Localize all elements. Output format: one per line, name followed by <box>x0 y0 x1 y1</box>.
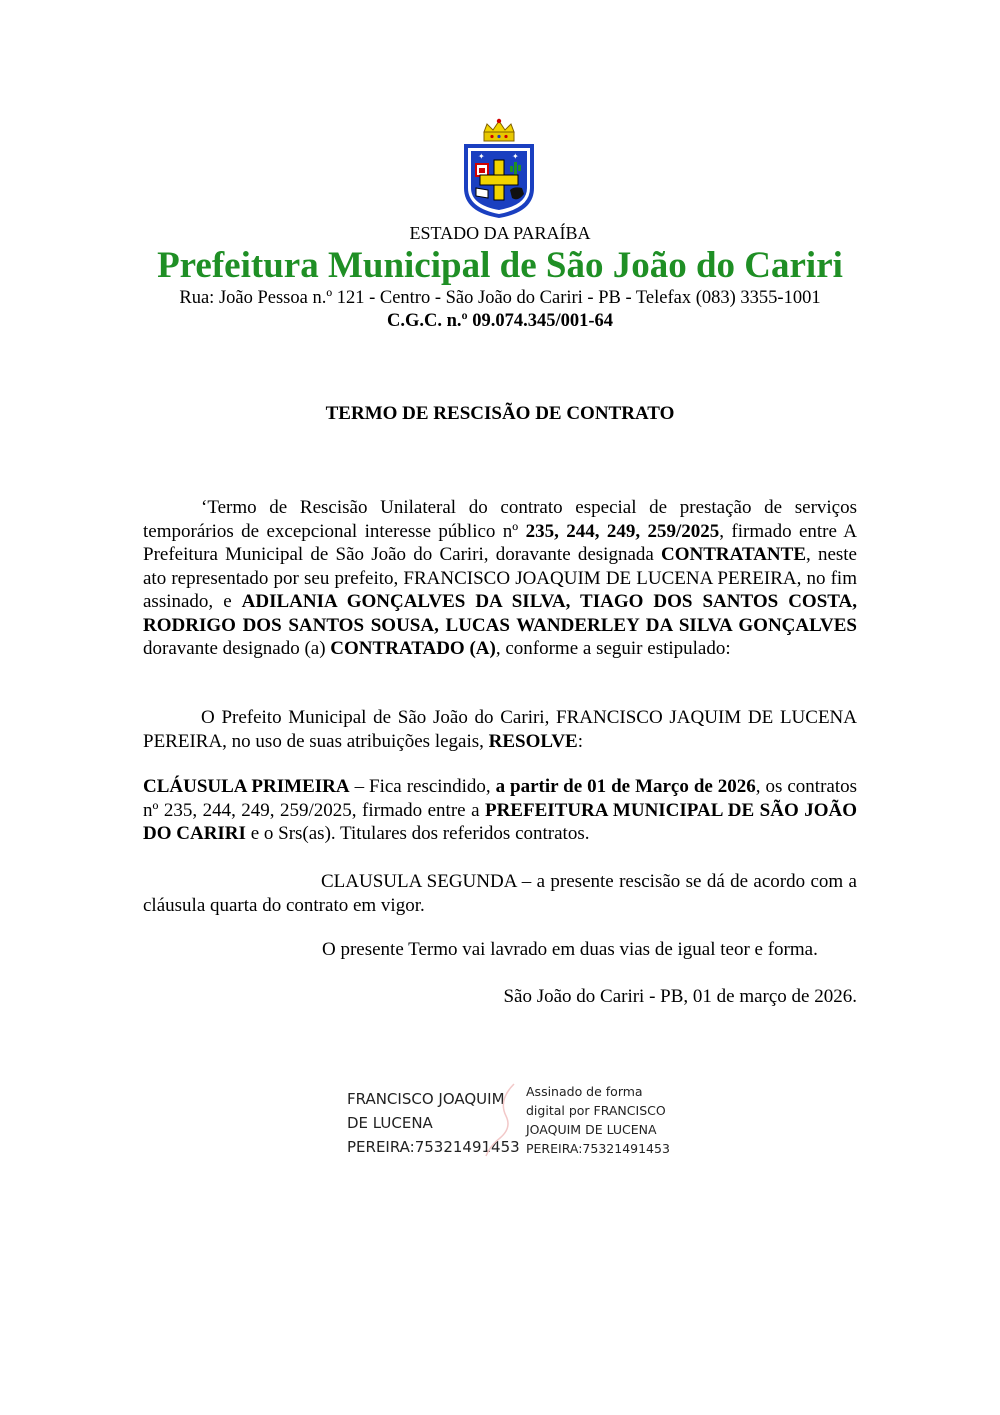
address-line: Rua: João Pessoa n.º 121 - Centro - São João do Cariri - PB - Telefax (083) 3355-1001 <box>179 288 821 308</box>
svg-text:✦: ✦ <box>512 152 519 161</box>
text-segment: e o Srs(as). Titulares dos referidos contratos. <box>245 823 590 844</box>
paragraph-resolve <box>143 706 857 753</box>
paragraph-clause-one <box>143 775 857 846</box>
signer-name-line: DE LUCENA <box>347 1114 433 1132</box>
effective-date: a partir de 01 de Março de 2026 <box>495 776 756 797</box>
resolve-label: RESOLVE <box>488 730 578 752</box>
text-segment: – Fica rescindido, <box>349 776 496 797</box>
city-hall-title: Prefeitura Municipal de São João do Cariri <box>157 245 843 286</box>
paragraph-copies: O presente Termo vai lavrado em duas vias de igual teor e forma. <box>322 939 818 960</box>
text-segment: doravante designado (a) <box>143 638 331 659</box>
text-segment: , os contratos nº 235, 244, 249, 259/2025, firmado entre a <box>143 776 858 821</box>
place-and-date: São João do Cariri - PB, 01 de março de 2026. <box>503 986 857 1007</box>
city-hall-name: PREFEITURA MUNICIPAL DE SÃO JOÃO DO CARIRI <box>143 799 857 844</box>
clause-one-label: CLÁUSULA PRIMEIRA <box>143 776 350 797</box>
contratante-label: CONTRATANTE <box>661 544 806 565</box>
text-segment: , neste ato representado por seu prefeito, FRANCISCO JOAQUIM DE LUCENA PEREIRA, no fim assinado, e <box>143 544 857 612</box>
svg-text:✦: ✦ <box>478 152 485 161</box>
digital-signature-info <box>526 1082 670 1158</box>
text-segment: ‘Termo de Rescisão Unilateral do contrato especial de prestação de serviços temporários de excepcional interesse público nº <box>143 497 857 542</box>
digital-signature-line: PEREIRA:75321491453 <box>526 1141 670 1156</box>
paragraph-clause-two: CLAUSULA SEGUNDA – a presente rescisão se dá de acordo com a cláusula quarta do contrato em vigor. <box>143 871 857 916</box>
text-segment: O Prefeito Municipal de São João do Cariri, FRANCISCO JAQUIM DE LUCENA PEREIRA, no uso de suas atribuições legais, <box>143 707 857 752</box>
paragraph-preamble <box>143 496 857 661</box>
contracted-names: ADILANIA GONÇALVES DA SILVA, TIAGO DOS SANTOS COSTA, RODRIGO DOS SANTOS SOUSA, LUCAS WANDERLEY DA SILVA GONÇALVES <box>143 591 857 636</box>
contratado-label: CONTRATADO (A) <box>330 638 496 659</box>
digital-signature-mark-icon <box>478 1080 526 1160</box>
text-segment: , conforme a seguir estipulado: <box>495 638 731 659</box>
signer-name-line: PEREIRA:75321491453 <box>347 1138 520 1156</box>
digital-signature-line: Assinado de forma <box>526 1084 643 1099</box>
document-title: TERMO DE RESCISÃO DE CONTRATO <box>325 403 675 424</box>
text-segment: : <box>577 730 583 752</box>
digital-signature-line: digital por FRANCISCO <box>526 1103 666 1118</box>
state-name: ESTADO DA PARAÍBA <box>409 223 591 243</box>
signer-name-line: FRANCISCO JOAQUIM <box>347 1090 505 1108</box>
cgc-number: C.G.C. n.º 09.074.345/001-64 <box>386 311 614 331</box>
digital-signature-line: JOAQUIM DE LUCENA <box>526 1122 657 1137</box>
municipal-coat-of-arms-icon <box>458 118 540 220</box>
contract-numbers: 235, 244, 249, 259/2025 <box>525 520 720 542</box>
text-segment: , firmado entre A Prefeitura Municipal de São João do Cariri, doravante designada <box>143 520 858 565</box>
